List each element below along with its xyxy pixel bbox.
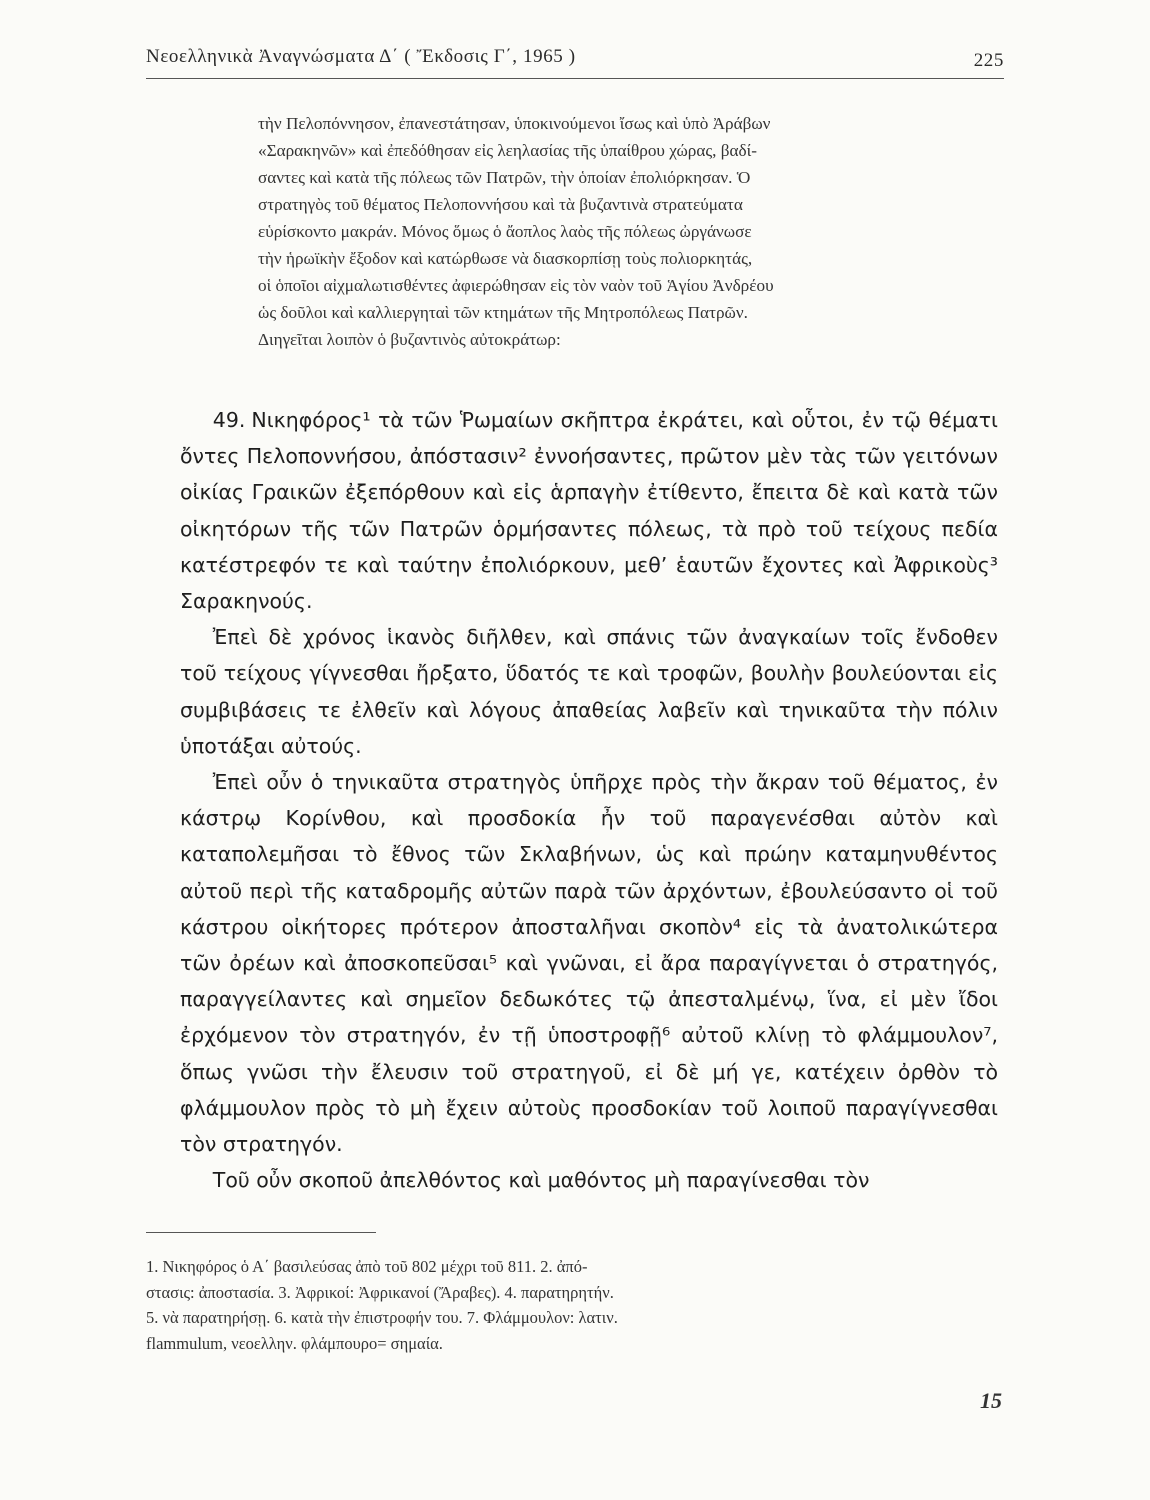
intro-line: σαντες καὶ κατὰ τῆς πόλεως τῶν Πατρῶν, τὴν ὁποίαν ἐπολιόρκησαν. Ὁ [258,168,751,187]
intro-line: οἱ ὁποῖοι αἰχμαλωτισθέντες ἀφιερώθησαν εἰς τὸν ναὸν τοῦ Ἁγίου Ἀνδρέου [258,276,774,295]
printer-signature-mark: 15 [980,1388,1002,1413]
page-number: 225 [973,50,1004,71]
intro-line: τὴν Πελοπόννησον, ἐπανεστάτησαν, ὑποκινούμενοι ἴσως καὶ ὑπὸ Ἀράβων [258,114,771,133]
paragraph-2: Ἐπεὶ δὲ χρόνος ἱκανὸς διῆλθεν, καὶ σπάνις τῶν ἀναγκαίων τοῖς ἔνδοθεν τοῦ τείχους γίγνεσθαι ἤρξατο, ὕδατός τε καὶ τροφῶν, βουλὴν βουλεύονται εἰς συμβιβάσεις τε ἐλθεῖν καὶ λόγους ἀπαθείας λαβεῖν καὶ τηνικαῦτα τὴν πόλιν ὑποτάξαι αὐτούς. [180,625,998,758]
intro-line: «Σαρακηνῶν» καὶ ἐπεδόθησαν εἰς λεηλασίας τῆς ὑπαίθρου χώρας, βαδί- [258,141,757,160]
paragraph-1 [180,402,998,619]
running-title: Νεοελληνικὰ Ἀναγνώσματα Δ΄ ( Ἔκδοσις Γ΄, 1965 ) [146,46,576,67]
intro-line: στρατηγὸς τοῦ θέματος Πελοποννήσου καὶ τὰ βυζαντινὰ στρατεύματα [258,195,743,214]
intro-line: ὡς δοῦλοι καὶ καλλιεργηταὶ τῶν κτημάτων τῆς Μητροπόλεως Πατρῶν. [258,303,748,322]
footnote-rule [146,1232,376,1233]
intro-text [258,110,1000,353]
paragraph-3: Ἐπεὶ οὖν ὁ τηνικαῦτα στρατηγὸς ὑπῆρχε πρὸς τὴν ἄκραν τοῦ θέματος, ἐν κάστρῳ Κορίνθου, καὶ προσδοκία ἦν τοῦ παραγενέσθαι αὐτὸν καὶ καταπολεμῆσαι τὸ ἔθνος τῶν Σκλαβήνων, ὡς καὶ πρώην καταμηνυθέντος αὐτοῦ περὶ τῆς καταδρομῆς αὐτῶν παρὰ τῶν ἀρχόντων, ἐβουλεύσαντο οἱ τοῦ κάστρου οἰκήτορες πρότερον ἀποσταλῆναι σκοπὸν⁴ εἰς τὰ ἀνατολικώτερα τῶν ὀρέων καὶ ἀποσκοπεῦσαι⁵ καὶ γνῶναι, εἰ ἄρα παραγίγνεται ὁ στρατηγός, παραγγείλαντες καὶ σημεῖον δεδωκότες τῷ ἀπεσταλμένῳ, ἵνα, εἰ μὲν ἴδοι ἐρχόμενον τὸν στρατηγόν, ἐν τῇ ὑποστροφῇ⁶ αὐτοῦ κλίνῃ τὸ φλάμμουλον⁷, ὅπως γνῶσι τὴν ἔλευσιν τοῦ στρατηγοῦ, εἰ δὲ μή γε, κατέχειν ὀρθὸν τὸ φλάμμουλον πρὸς τὸ μὴ ἔχειν αὐτοὺς προσδοκίαν τοῦ λοιποῦ παραγίγνεσθαι τὸν στρατηγόν. [180,770,998,1157]
main-text [180,402,998,1198]
intro-line: τὴν ἡρωϊκὴν ἔξοδον καὶ κατώρθωσε νὰ διασκορπίσῃ τοὺς πολιορκητάς, [258,249,753,268]
footnote-line: flammulum, νεοελλην. φλάμπουρο= σημαία. [146,1333,443,1353]
paragraph-number: 49. [212,408,246,432]
paragraph-4: Τοῦ οὖν σκοποῦ ἀπελθόντος καὶ μαθόντος μὴ παραγίνεσθαι τὸν [212,1168,870,1193]
intro-line: Διηγεῖται λοιπὸν ὁ βυζαντινὸς αὐτοκράτωρ: [258,330,561,349]
footnote-line: στασις: ἀποστασία. 3. Ἀφρικοί: Ἀφρικανοί (Ἄραβες). 4. παρατηρητήν. [146,1282,614,1302]
footnote-line: 5. νὰ παρατηρήσῃ. 6. κατὰ τὴν ἐπιστροφήν του. 7. Φλάμμουλον: λατιν. [146,1308,618,1327]
paragraph-1-text: Νικηφόρος¹ τὰ τῶν Ῥωμαίων σκῆπτρα ἐκράτει, καὶ οὗτοι, ἐν τῷ θέματι ὄντες Πελοποννήσου, ἀπόστασιν² ἐννοήσαντες, πρῶτον μὲν τὰς τῶν γειτόνων οἰκίας Γραικῶν ἐξεπόρθουν καὶ εἰς ἁρπαγὴν ἐτίθεντο, ἔπειτα δὲ καὶ κατὰ τῶν οἰκητόρων τῆς τῶν Πατρῶν ὁρμήσαντες πόλεως, τὰ πρὸ τοῦ τείχους πεδία κατέστρεφόν τε καὶ ταύτην ἐπολιόρκουν, μεθ’ ἑαυτῶν ἔχοντες καὶ Ἀφρικοὺς³ Σαρακηνούς. [180,408,998,614]
footnote-line: 1. Νικηφόρος ὁ Α΄ βασιλεύσας ἀπὸ τοῦ 802 μέχρι τοῦ 811. 2. ἀπό- [146,1257,588,1276]
footnotes [146,1254,998,1356]
header-rule [146,78,1004,79]
intro-line: εὑρίσκοντο μακράν. Μόνος ὅμως ὁ ἄοπλος λαὸς τῆς πόλεως ὠργάνωσε [258,222,752,241]
page-header [146,42,1004,78]
